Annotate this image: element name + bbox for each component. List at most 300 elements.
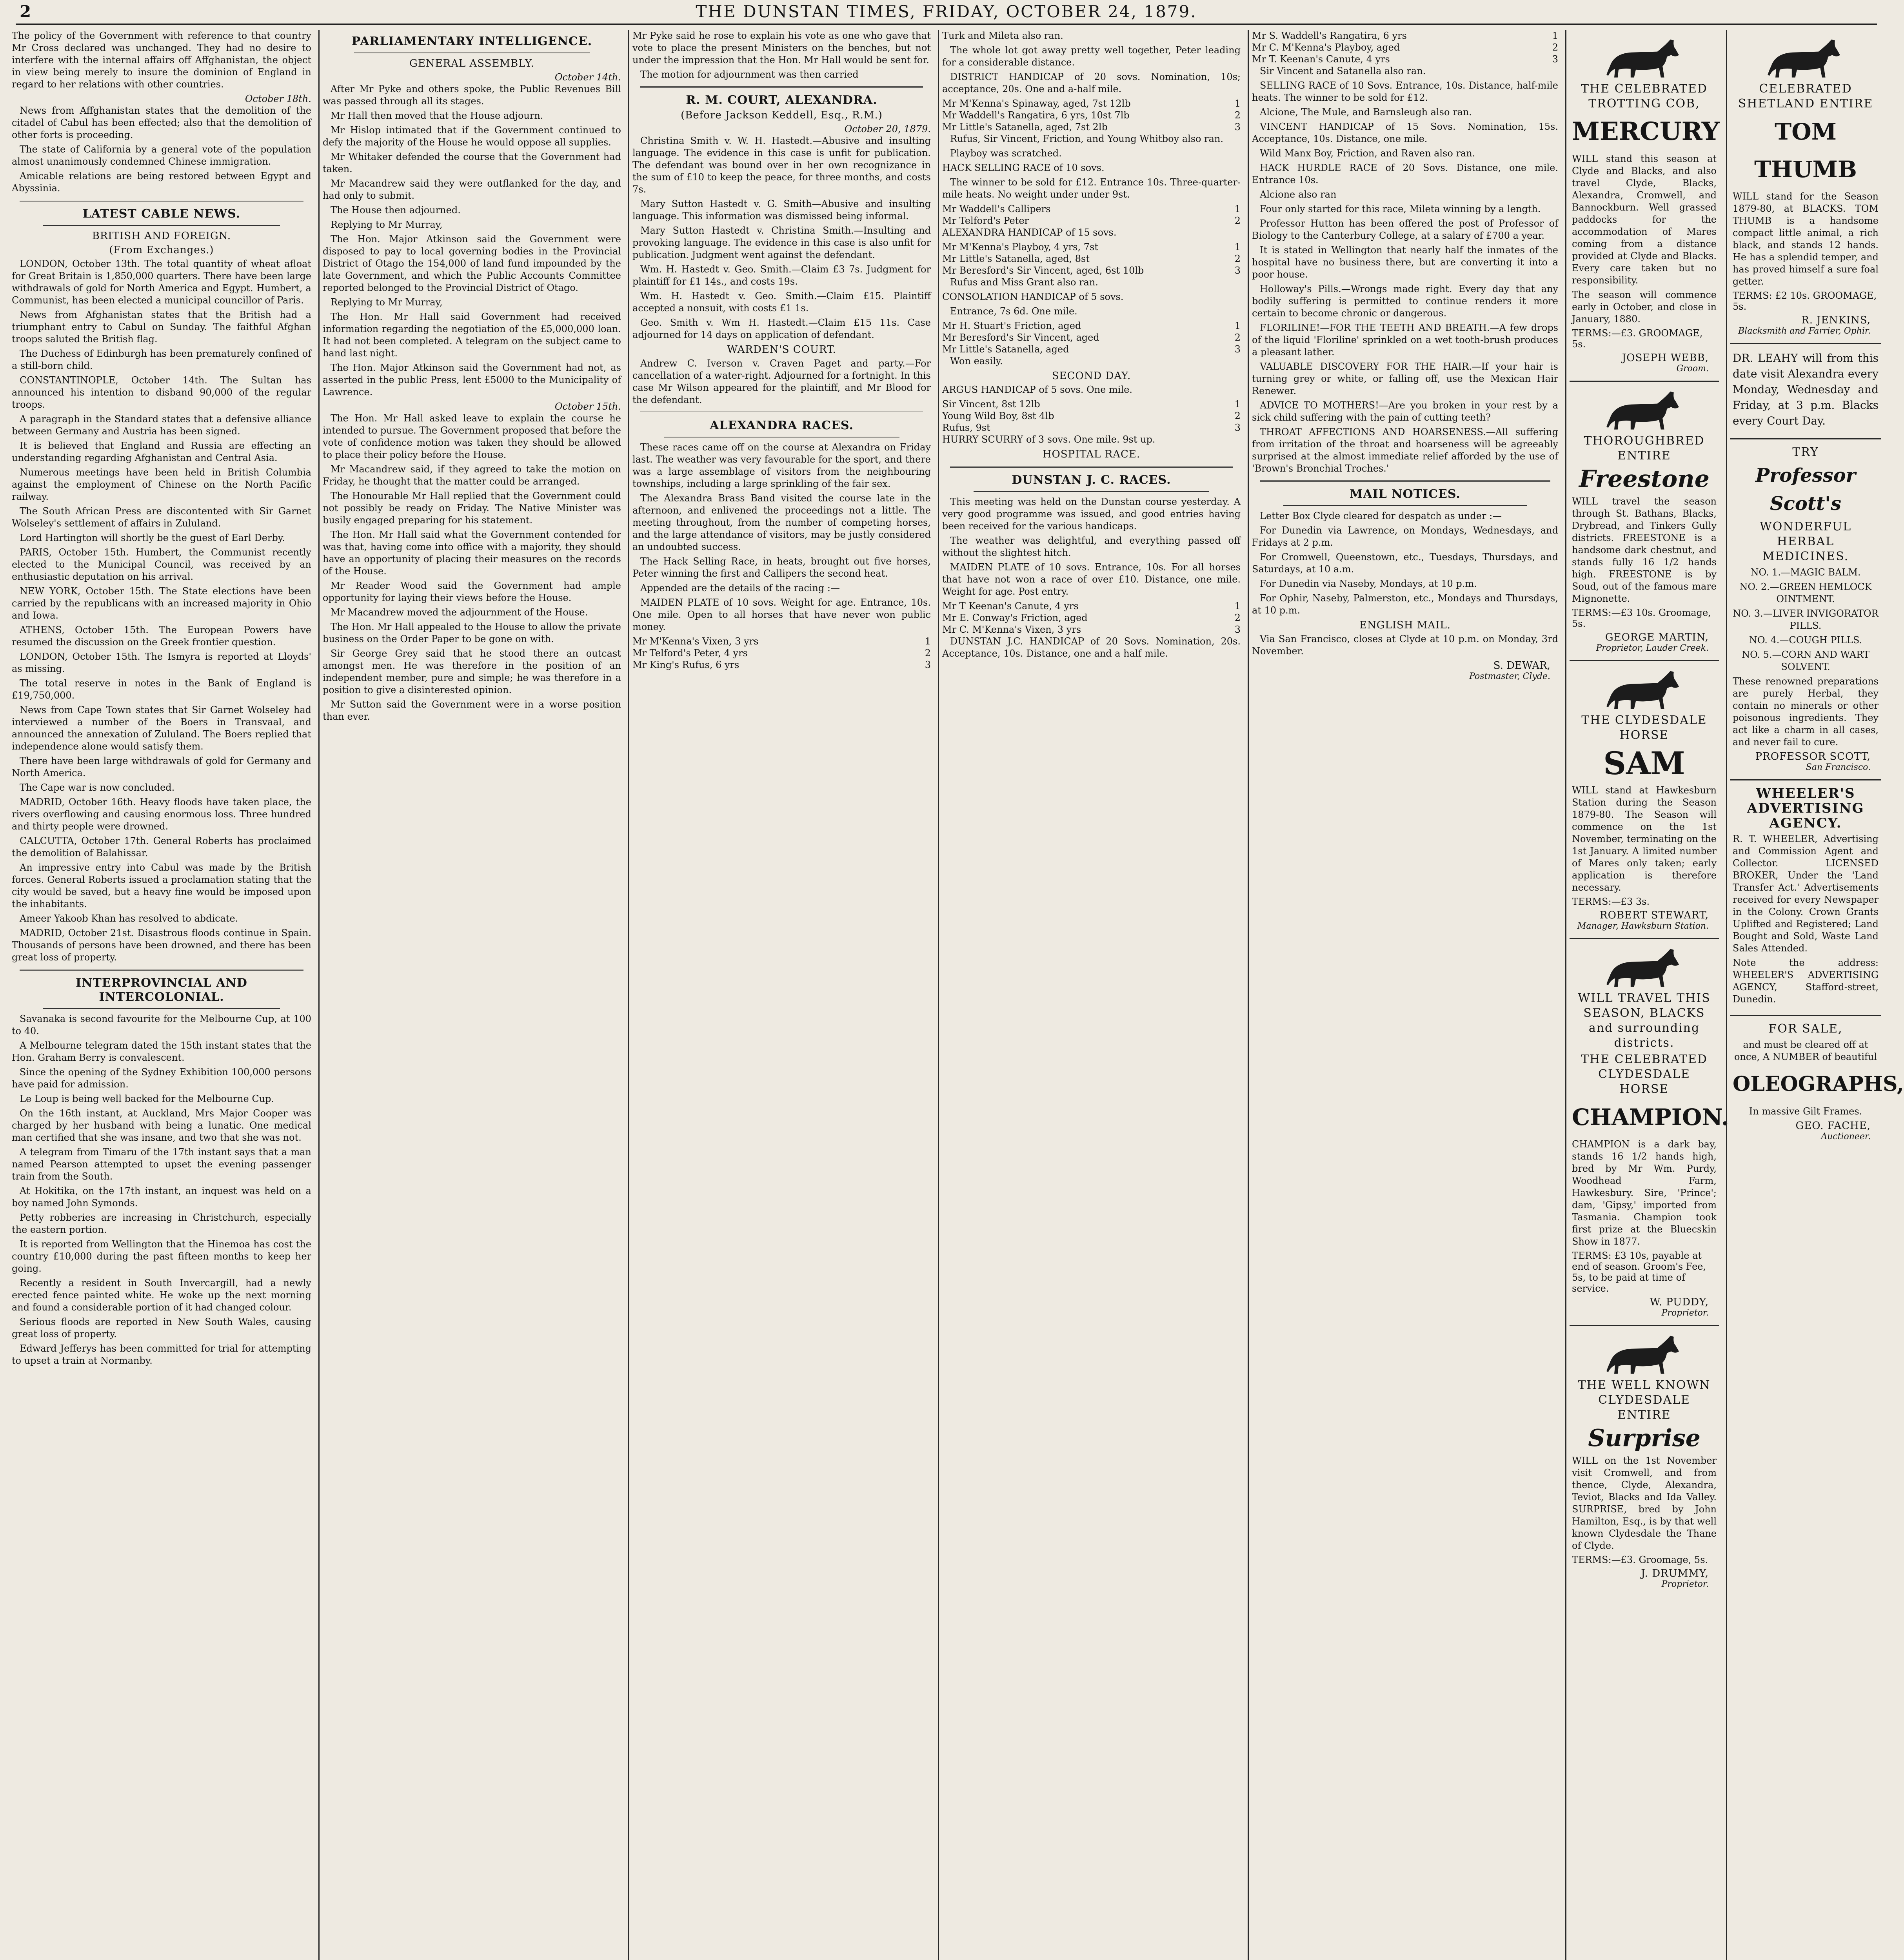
ad-text: WILL stand this season at Clyde and Blacks, and also travel Clyde, Blacks, Alexandra, Cromwell, and Bannockburn. Well grassed paddocks for the accommodation of Mares coming from a distance provided at Clyde and Blacks. Every care taken but no responsibility. [1572,153,1717,286]
divider [1283,505,1527,506]
article-paragraph: Mr Macandrew said, if they agreed to take the motion on Friday, he thought that the matter could be arranged. [323,464,621,487]
list-item: NO. 3.—LIVER INVIGORATOR PILLS. [1733,608,1879,631]
article-paragraph: Wm. H. Hastedt v. Geo. Smith.—Claim £3 7s. Judgment for plaintiff for £1 14s., and costs 19s. [632,264,931,287]
ad-title: CHAMPION. [1572,1104,1729,1131]
placing: 1 [1234,399,1241,410]
section-subheading: (From Exchanges.) [109,244,214,256]
ad-text: WILL stand for the Season 1879-80, at BLACKS. TOM THUMB is a handsome compact little animal, a rich black, and stands 12 hands. He has a splendid temper, and has proved himself a sure foal getter. [1733,191,1879,287]
race-result-row [1252,42,1558,53]
race-result-row [942,410,1241,422]
ad-note: Note the address: WHEELER'S ADVERTISING AGENCY, Stafford-street, Dunedin. [1733,957,1879,1005]
article-paragraph: Appended are the details of the racing :— [640,583,840,593]
race-heading: ALEXANDRA HANDICAP of 15 sovs. [942,227,1117,238]
placing: 1 [1234,203,1241,214]
race-result-row [942,203,1241,215]
article-paragraph: Wild Manx Boy, Friction, and Raven also ran. [1260,148,1475,159]
article-paragraph: ADVICE TO MOTHERS!—Are you broken in your rest by a sick child suffering with the pain of cutting teeth? [1252,400,1558,423]
ad-signature: GEO. FACHE, [1795,1120,1871,1132]
article-paragraph: DISTRICT HANDICAP of 20 sovs. Nomination, 10s; acceptance, 20s. One and a-half mile. [942,71,1241,94]
section-subheading: (Before Jackson Keddell, Esq., R.M.) [681,109,883,121]
ad-text: DR. LEAHY will from this date visit Alexandra every Monday, Wednesday and Friday, at 3 p.m. Blacks every Court Day. [1733,352,1879,427]
race-result-row [942,109,1241,121]
article-paragraph: FLORILINE!—FOR THE TEETH AND BREATH.—A few drops of the liquid 'Floriline' sprinkled on a wet tooth-brush produces a pleasant lather. [1252,322,1558,358]
ad-note: In massive Gilt Frames. [1749,1106,1862,1117]
horse-name: Mr Little's Satanella, aged [942,344,1069,355]
race-result-row [942,241,1241,253]
horse-name: Mr Telford's Peter, 4 yrs [632,648,748,659]
horse-name: Mr M'Kenna's Playboy, 4 yrs, 7st [942,241,1098,252]
horse-name: Mr Beresford's Sir Vincent, aged, 6st 10lb [942,265,1144,276]
horse-icon [1605,1332,1684,1376]
article-paragraph: Andrew C. Iverson v. Craven Paget and party.—For cancellation of a water-right. Adjourned for a fortnight. In this case Mr Wilson appeared for the plaintiff, and Mr Blood for the defendant. [632,358,931,405]
ad-title: WHEELER'S ADVERTISING AGENCY. [1747,786,1864,831]
article-paragraph: Recently a resident in South Invercargill, had a newly erected fence painted white. He woke up the next morning and found a considerable portion of it had changed colour. [12,1278,311,1313]
article-paragraph: There have been large withdrawals of gold for Germany and North America. [12,755,311,779]
placing: 3 [1234,344,1241,355]
article-paragraph: Mr Reader Wood said the Government had ample opportunity for laying their views before the House. [323,580,621,603]
article-paragraph: Playboy was scratched. [950,148,1062,159]
article-paragraph: Savanaka is second favourite for the Melbourne Cup, at 100 to 40. [12,1013,311,1036]
section-subheading: GENERAL ASSEMBLY. [409,58,534,69]
ad-text: WILL on the 1st November visit Cromwell, and from thence, Clyde, Alexandra, Teviot, Blacks and Ida Valley. SURPRISE, bred by John Hamilton, Esq., is by that well known Clydesdale the Thane of Clyde. [1572,1455,1717,1551]
article-paragraph: HACK HURDLE RACE of 20 Sovs. Distance, one mile. Entrance 10s. [1252,162,1558,185]
article-paragraph: Mr Hislop intimated that if the Government continued to defy the majority of the House he would oppose all supplies. [323,125,621,148]
ad-tom-thumb [1730,30,1881,344]
horse-name: Mr King's Rufus, 6 yrs [632,659,739,670]
placing: 2 [1234,612,1241,623]
placing: 3 [1234,122,1241,132]
article-paragraph: The House then adjourned. [331,205,461,216]
article-paragraph: DUNSTAN J.C. HANDICAP of 20 Sovs. Nomination, 20s. Acceptance, 10s. Distance, one and a half mile. [942,636,1241,659]
signature: S. DEWAR, [1493,660,1550,671]
article-paragraph: The Duchess of Edinburgh has been prematurely confined of a still-born child. [12,348,311,371]
race-result-row [942,422,1241,434]
article-paragraph: Mr Sutton said the Government were in a worse position than ever. [323,699,621,722]
ad-intro: CELEBRATED SHETLAND ENTIRE [1738,82,1873,111]
article-paragraph: Alcione, The Mule, and Barnsleugh also ran. [1260,107,1472,118]
article-paragraph: Mr Macandrew said they were outflanked for the day, and had only to submit. [323,178,621,201]
ad-wheeler [1730,780,1881,1016]
ad-text: CHAMPION is a dark bay, stands 16 1/2 hands high, bred by Mr Wm. Purdy, Woodhead Farm, Hawkesbury. Sire, 'Prince'; dam, 'Gipsy,' imported from Tasmania. Champion took first prize at the Bluecskin Show in 1877. [1572,1139,1717,1247]
divider [974,491,1209,492]
placing: 3 [1234,624,1241,635]
ad-terms: TERMS:—£3. Groomage, 5s. [1572,1554,1708,1565]
ad-text: WILL travel the season through St. Bathans, Blacks, Drybread, and Tinkers Gully districts. FREESTONE is a handsome dark chestnut, and stands fully 16 1/2 hands high. FREESTONE is by Soud, out of the famous mare Mignonette. [1572,496,1717,604]
horse-icon [1605,36,1684,79]
race-result-row [632,647,931,659]
article-paragraph: PARIS, October 15th. Humbert, the Communist recently elected to the Municipal Council, was received by an enthusiastic deputation on his arrival. [12,547,311,582]
race-heading: ARGUS HANDICAP of 5 sovs. One mile. [942,384,1132,395]
article-paragraph: For Dunedin via Lawrence, on Mondays, Wednesdays, and Fridays at 2 p.m. [1252,525,1558,548]
article-paragraph: Wm. H. Hastedt v. Geo. Smith.—Claim £15. Plaintiff accepted a nonsuit, with costs £1 1s. [632,290,931,314]
section-heading: ALEXANDRA RACES. [710,419,854,432]
ad-signature-title: Proprietor. [1661,1579,1709,1589]
placing: 3 [925,659,931,670]
ad-signature: GEORGE MARTIN, [1605,632,1709,643]
horse-name: Mr H. Stuart's Friction, aged [942,320,1081,331]
list-item: NO. 1.—MAGIC BALM. [1750,567,1861,578]
article-paragraph: The Hack Selling Race, in heats, brought out five horses, Peter winning the first and Callipers the second heat. [632,556,931,579]
horse-icon [1766,36,1845,79]
article-paragraph: The Alexandra Brass Band visited the course late in the afternoon, and enlivened the proceedings not a little. The meeting throughout, from the number of competing horses, and the large attendance of visitors, may be justly considered an undoubted success. [632,493,931,552]
race-result-row [1252,30,1558,42]
ad-title: SAM [1603,745,1685,782]
article-paragraph: The state of California by a general vote of the population almost unanimously condemned Chinese immigration. [12,144,311,167]
divider [1260,480,1550,482]
article-paragraph: The Hon. Mr Hall said Government had received information regarding the negotiation of the £5,000,000 loan. It had not been completed. A telegram on the subject came to hand last night. [323,311,621,359]
section-heading: MAIL NOTICES. [1350,487,1461,501]
horse-name: Sir Vincent, 8st 12lb [942,399,1040,410]
race-result-row [942,265,1241,276]
article-paragraph: Geo. Smith v. Wm H. Hastedt.—Claim £15 11s. Case adjourned for 14 days on application of defendant. [632,317,931,340]
article-paragraph: These races came off on the course at Alexandra on Friday last. The weather was very favourable for the sport, and there was a large assemblage of visitors from the neighbouring townships, including a large sprinkling of the fair sex. [632,442,931,489]
article-paragraph: It is reported from Wellington that the Hinemoa has cost the country £10,000 during the past fifteen months to keep her going. [12,1239,311,1274]
section-heading: R. M. COURT, ALEXANDRA. [686,93,878,107]
ad-terms: TERMS:—£3 10s. Groomage, 5s. [1572,607,1711,629]
ad-surprise [1570,1326,1719,1596]
article-paragraph: Mr Whitaker defended the course that the Government had taken. [323,151,621,174]
column-news [9,30,314,1960]
ad-signature: R. JENKINS, [1801,314,1871,326]
race-result-row [942,398,1241,410]
article-paragraph: For Dunedin via Naseby, Mondays, at 10 p.m. [1260,578,1477,589]
placing: 2 [1234,410,1241,421]
race-result-row [632,659,931,671]
ad-title: MERCURY [1572,117,1720,146]
article-paragraph: Via San Francisco, closes at Clyde at 10 p.m. on Monday, 3rd November. [1252,633,1558,657]
ad-signature: ROBERT STEWART, [1600,909,1709,921]
article-paragraph: Mary Sutton Hastedt v. Christina Smith.—Insulting and provoking language. The evidence in this case is also unfit for publication. Judgment went against the defendant. [632,225,931,260]
article-paragraph: Since the opening of the Sydney Exhibition 100,000 persons have paid for admission. [12,1067,311,1090]
ad-terms: TERMS: £3 10s, payable at end of season. Groom's Fee, 5s, to be paid at time of service. [1572,1250,1706,1294]
divider [43,1008,280,1009]
article-paragraph: Le Loup is being well backed for the Melbourne Cup. [20,1093,274,1104]
ad-title: Freestone [1579,465,1710,493]
article-paragraph: Mr Hall then moved that the House adjourn. [331,110,543,121]
ad-signature-title: Groom. [1676,364,1709,374]
race-results [942,320,1241,355]
placing: 1 [1234,241,1241,252]
placing: 1 [1234,601,1241,612]
race-results [942,600,1241,635]
placing: 2 [1234,332,1241,343]
article-paragraph: The South African Press are discontented with Sir Garnet Wolseley's settlement of affairs in Zululand. [12,506,311,529]
article-paragraph: Lord Hartington will shortly be the guest of Earl Derby. [20,532,285,543]
article-paragraph: For Ophir, Naseby, Palmerston, etc., Mondays and Thursdays, at 10 p.m. [1252,593,1558,616]
horse-name: Mr M'Kenna's Spinaway, aged, 7st 12lb [942,98,1131,109]
page-number: 2 [20,2,33,21]
ad-freestone [1570,382,1719,661]
section-heading: LATEST CABLE NEWS. [82,207,241,221]
article-paragraph: Replying to Mr Murray, [331,297,443,308]
ad-intro: THE CELEBRATED TROTTING COB, [1581,82,1708,111]
race-results [942,203,1241,227]
ad-signature: PROFESSOR SCOTT, [1755,751,1871,762]
article-paragraph: Sir George Grey said that he stood there an outcast amongst men. He was therefore in the position of an independent member, pure and simple; he was therefore in a position to give a disinterested opinion. [323,648,621,695]
article-paragraph: Mr Pyke said he rose to explain his vote as one who gave that vote to place the present Ministers on the benches, but not under the impression that the Hon. Mr Hall would be sent for. [632,30,931,65]
race-result-row [942,343,1241,355]
article-paragraph: News from Afghanistan states that the British had a triumphant entry to Cabul on Sunday. The faithful Afghan troops saluted the British flag. [12,309,311,345]
medicine-list [1733,566,1879,673]
race-result-row [1252,53,1558,65]
horse-name: Mr Little's Satanella, aged, 7st 2lb [942,122,1108,132]
article-paragraph: This meeting was held on the Dunstan course yesterday. A very good programme was issued, and good entries having been received for the various handicaps. [942,496,1241,532]
ad-intro: THOROUGHBRED ENTIRE [1584,434,1705,463]
divider [43,225,280,226]
ad-sam [1570,661,1719,939]
dateline: October 18th. [245,93,311,104]
placing: 1 [1234,320,1241,331]
placing: 2 [1234,253,1241,264]
article-paragraph: The Hon. Mr Hall asked leave to explain the course he intended to pursue. The Government proposed that before the vote of confidence motion was taken they should be allowed to place their policy before the House. [323,413,621,460]
article-paragraph: Turk and Mileta also ran. [942,30,1063,41]
horse-name: Mr Little's Satanella, aged, 8st [942,253,1090,264]
horse-icon [1605,946,1684,989]
placing: 2 [1234,215,1241,226]
article-paragraph: Entrance, 7s 6d. One mile. [950,306,1077,317]
ad-signature-title: Proprietor, Lauder Creek. [1596,643,1709,653]
divider [640,412,923,413]
horse-name: Mr E. Conway's Friction, aged [942,612,1088,623]
article-paragraph: Mary Sutton Hastedt v. G. Smith—Abusive and insulting language. This information was dismissed being informal. [632,198,931,221]
race-result-row [942,215,1241,227]
placing: 3 [1234,265,1241,276]
ad-signature: W. PUDDY, [1650,1296,1709,1308]
column-parliament [318,30,624,1960]
race-result-row [942,600,1241,612]
article-paragraph: The winner to be sold for £12. Entrance 10s. Three-quarter-mile heats. No weight under under 9st. [942,177,1241,200]
race-result-row [942,253,1241,265]
ad-signature-title: Blacksmith and Farrier, Ophir. [1738,326,1871,336]
column-races-mail [1248,30,1561,1960]
ad-intro: WILL TRAVEL THIS SEASON, BLACKS and surrounding districts. [1578,991,1711,1050]
article-paragraph: MADRID, October 21st. Disastrous floods continue in Spain. Thousands of persons have been drowned, and there has been great loss of property. [12,927,311,963]
article-paragraph: Rufus and Miss Grant also ran. [950,277,1099,288]
article-paragraph: SELLING RACE of 10 Sovs. Entrance, 10s. Distance, half-mile heats. The winner to be sold for £12. [1252,80,1558,103]
divider [20,969,303,971]
placing: 3 [1234,422,1241,433]
divider [20,200,303,201]
placing: 2 [1552,42,1558,53]
article-paragraph: Petty robberies are increasing in Christchurch, especially the eastern portion. [12,1212,311,1235]
horse-name: Mr Waddell's Rangatira, 6 yrs, 10st 7lb [942,110,1130,121]
race-results [1252,30,1558,65]
ad-intro: THE CLYDESDALE HORSE [1581,713,1707,742]
ad-signature: J. DRUMMY, [1641,1568,1709,1579]
signature-title: Postmaster, Clyde. [1469,671,1550,681]
article-paragraph: Numerous meetings have been held in British Columbia against the employment of Chinese on the North Pacific railway. [12,467,311,502]
ad-title: Surprise [1588,1425,1701,1452]
horse-name: Mr T. Keenan's Canute, 4 yrs [1252,54,1390,65]
ad-champion [1570,939,1729,1326]
section-heading: DUNSTAN J. C. RACES. [1012,473,1171,487]
horse-name: Mr C. M'Kenna's Playboy, aged [1252,42,1400,53]
article-paragraph: The Hon. Major Atkinson said the Government had not, as asserted in the public Press, lent £5000 to the Municipality of Lawrence. [323,362,621,397]
section-subheading: SECOND DAY. [1052,370,1131,382]
dateline: October 20, 1879. [844,123,931,134]
race-results [942,98,1241,133]
article-paragraph: The total reserve in notes in the Bank of England is £19,750,000. [12,678,311,701]
ad-title: OLEOGRAPHS, [1733,1072,1904,1096]
article-paragraph: At Hokitika, on the 17th instant, an inquest was held on a boy named John Symonds. [12,1185,311,1209]
ad-signature-title: Proprietor. [1661,1308,1709,1318]
ad-dr-leahy [1730,344,1881,439]
list-item: NO. 5.—CORN AND WART SOLVENT. [1742,649,1869,672]
ad-signature-title: Auctioneer. [1821,1132,1871,1142]
race-result-row [942,332,1241,343]
race-results [942,398,1241,434]
list-item: NO. 2.—GREEN HEMLOCK OINTMENT. [1739,581,1872,604]
race-heading: HURRY SCURRY of 3 sovs. One mile. 9st up. [942,434,1155,445]
ad-text: WILL stand at Hawkesburn Station during the Season 1879-80. The Season will commence on the 1st November, terminating on the 1st January. A limited number of Mares only taken; early application is therefore necessary. [1572,785,1717,893]
article-paragraph: LONDON, October 13th. The total quantity of wheat afloat for Great Britain is 1,850,000 quarters. There have been large withdrawals of gold for North America and Egypt. Humbert, a Communist, has been elected a municipal councillor of Paris. [12,258,311,306]
ad-intro-2: THE CELEBRATED CLYDESDALE HORSE [1581,1053,1708,1096]
article-paragraph: CALCUTTA, October 17th. General Roberts has proclaimed the demolition of Balahissar. [12,835,311,858]
section-heading: PARLIAMENTARY INTELLIGENCE. [351,34,592,48]
list-item: NO. 4.—COUGH PILLS. [1749,635,1862,646]
article-paragraph: A Melbourne telegram dated the 15th instant states that the Hon. Graham Berry is convalescent. [12,1040,311,1063]
article-paragraph: Won easily. [950,356,1003,367]
article-paragraph: It is believed that England and Russia are effecting an understanding regarding Afghanistan and Central Asia. [12,440,311,463]
ad-terms: TERMS: £2 10s. GROOMAGE, 5s. [1733,290,1877,312]
article-paragraph: The motion for adjournment was then carried [640,69,859,80]
article-paragraph: For Cromwell, Queenstown, etc., Tuesdays, Thursdays, and Saturdays, at 10 a.m. [1252,552,1558,575]
article-paragraph: ATHENS, October 15th. The European Powers have resumed the discussion on the Greek frontier question. [12,624,311,648]
horse-name: Rufus, 9st [942,422,990,433]
article-paragraph: MAIDEN PLATE of 10 sovs. Weight for age. Entrance, 10s. One mile. Open to all horses that have never won public money. [632,597,931,632]
race-result-row [942,98,1241,109]
ad-signature-title: San Francisco. [1806,762,1871,772]
race-heading: CONSOLATION HANDICAP of 5 sovs. [942,291,1124,302]
article-paragraph: Christina Smith v. W. H. Hastedt.—Abusive and insulting language. The evidence in this case is unfit for publication. The defendant was bound over in her own recognizance in the sum of £10 to keep the peace, for three months, and costs 7s. [632,135,931,195]
article-paragraph: The whole lot got away pretty well together, Peter leading for a considerable distance. [942,45,1241,68]
article-paragraph: Rufus, Sir Vincent, Friction, and Young Whitboy also ran. [950,133,1223,144]
article-paragraph: MADRID, October 16th. Heavy floods have taken place, the rivers overflowing and causing enormous loss. Three hundred and thirty people were drowned. [12,797,311,832]
article-paragraph: THROAT AFFECTIONS AND HOARSENESS.—All suffering from irritation of the throat and hoarseness will be agreeably surprised at the almost immediate relief afforded by the use of 'Brown's Bronchial Troches.' [1252,426,1558,474]
article-paragraph: Letter Box Clyde cleared for despatch as under :— [1260,510,1502,521]
article-paragraph: CONSTANTINOPLE, October 14th. The Sultan has announced his intention to disband 90,000 of the regular troops. [12,375,311,410]
column-courts-races [628,30,934,1960]
article-paragraph: It is stated in Wellington that nearly half the inmates of the hospital have no business there, but are converting it into a poor house. [1252,245,1558,280]
horse-name: Mr M'Kenna's Vixen, 3 yrs [632,636,759,647]
ad-text: and must be cleared off at once, A NUMBER of beautiful [1734,1039,1877,1062]
placing: 1 [925,636,931,647]
race-results [632,635,931,671]
ad-professor-scott [1730,439,1881,780]
ad-oleographs [1730,1016,1904,1149]
article-paragraph: Serious floods are reported in New South Wales, causing great loss of property. [12,1316,311,1339]
placing: 3 [1552,54,1558,65]
placing: 1 [1234,98,1241,109]
masthead-title: THE DUNSTAN TIMES, FRIDAY, OCTOBER 24, 1879. [696,2,1197,21]
article-paragraph: Edward Jefferys has been committed for trial for attempting to upset a train at Normanby. [12,1343,311,1366]
race-result-row [942,121,1241,133]
article-paragraph: Four only started for this race, Mileta winning by a length. [1260,203,1541,214]
placing: 1 [1552,30,1558,41]
article-paragraph: The Cape war is now concluded. [20,782,175,793]
ad-note: The season will commence early in October, and close in January, 1880. [1572,289,1717,325]
article-paragraph: Amicable relations are being restored between Egypt and Abyssinia. [12,171,311,194]
ad-title: Professor Scott's [1755,465,1856,515]
race-results [942,241,1241,276]
ad-terms: TERMS:—£3. GROOMAGE, 5s. [1572,328,1703,350]
race-result-row [942,612,1241,624]
article-paragraph: After Mr Pyke and others spoke, the Public Revenues Bill was passed through all its stages. [323,83,621,107]
article-paragraph: The weather was delightful, and everything passed off without the slightest hitch. [942,535,1241,558]
ad-text: These renowned preparations are purely Herbal, they contain no minerals or other poisonous ingredients. They act like a charm in all cases, and never fail to cure. [1733,676,1879,748]
ad-mercury [1570,30,1719,382]
section-subheading: BRITISH AND FOREIGN. [92,230,231,242]
ad-intro-2: WONDERFUL HERBAL MEDICINES. [1759,520,1852,563]
section-subheading: ENGLISH MAIL. [1359,619,1451,631]
section-heading: INTERPROVINCIAL AND INTERCOLONIAL. [76,976,247,1004]
article-paragraph: NEW YORK, October 15th. The State elections have been carried by the republicans with an increased majority in Ohio and Iowa. [12,586,311,621]
horse-name: Mr Beresford's Sir Vincent, aged [942,332,1099,343]
section-subheading: HOSPITAL RACE. [1042,448,1141,460]
divider [640,86,923,88]
horse-name: Mr T Keenan's Canute, 4 yrs [942,601,1079,612]
ad-title: TOM THUMB [1754,118,1857,183]
ad-signature-title: Manager, Hawksburn Station. [1577,921,1709,931]
article-paragraph: The Hon. Major Atkinson said the Government were disposed to pay to local governing bodies in the Provincial District of Otago the 154,000 of land fund impounded by the late Government, and which the Public Accounts Committee reported belonged to the Provincial District of Otago. [323,234,621,293]
article-paragraph: News from Cape Town states that Sir Garnet Wolseley had interviewed a number of the Boers in Transvaal, and announced the annexation of Zululand. The Boers replied that independence alone would satisfy them. [12,704,311,752]
article-paragraph: An impressive entry into Cabul was made by the British forces. General Roberts issued a proclamation stating that the city would be saved, but a heavy fine would be imposed upon the inhabitants. [12,862,311,909]
masthead [16,0,1877,25]
article-paragraph: The Hon. Mr Hall appealed to the House to allow the private business on the Order Paper to be gone on with. [323,621,621,644]
placing: 2 [925,648,931,659]
race-heading: HACK SELLING RACE of 10 sovs. [942,162,1105,173]
article-paragraph: Alcione also ran [1260,189,1337,200]
dateline: October 15th. [554,401,621,412]
horse-icon [1605,388,1684,431]
horse-name: Young Wild Boy, 8st 4lb [942,410,1054,421]
column-ads-misc [1726,30,1904,1960]
horse-icon [1605,668,1684,711]
article-paragraph: A paragraph in the Standard states that a defensive alliance between Germany and Austria has been signed. [12,414,311,437]
article-paragraph: MAIDEN PLATE of 10 sovs. Entrance, 10s. For all horses that have not won a race of over £10. Distance, one mile. Weight for age. Post entry. [942,562,1241,597]
article-paragraph: Replying to Mr Murray, [331,219,443,230]
horse-name: Mr Telford's Peter [942,215,1029,226]
article-paragraph: Holloway's Pills.—Wrongs made right. Every day that any bodily suffering is permitted to continue renders it more certain to become chronic or dangerous. [1252,283,1558,319]
ad-intro: TRY [1792,445,1819,459]
ad-text: R. T. WHEELER, Advertising and Commission Agent and Collector. LICENSED BROKER, Under the 'Land Transfer Act.' Advertisements received for every Newspaper in the Colony. Crown Grants Uplifted and Registered; Land Bought and Sold, Waste Land Sales Attended. [1733,833,1879,954]
article-paragraph: Professor Hutton has been offered the post of Professor of Biology to the Canterbury College, at a salary of £700 a year. [1252,218,1558,241]
ad-terms: TERMS:—£3 3s. [1572,896,1650,907]
article-paragraph: VALUABLE DISCOVERY FOR THE HAIR.—If your hair is turning grey or white, or falling off, use the Mexican Hair Renewer. [1252,361,1558,396]
column-ads-horses [1565,30,1729,1960]
ad-intro: FOR SALE, [1768,1022,1843,1036]
article-paragraph: The Honourable Mr Hall replied that the Government could not possibly be ready on Friday. The Native Minister was busily engaged preparing for his statement. [323,490,621,526]
divider [950,466,1233,468]
article-paragraph: News from Affghanistan states that the demolition of the citadel of Cabul has been effected; also that the demolition of other forts is proceeding. [12,105,311,140]
article-paragraph: On the 16th instant, at Auckland, Mrs Major Cooper was charged by her husband with being a lunatic. One medical man certified that she was insane, and two that she was not. [12,1108,311,1143]
dateline: October 14th. [554,72,621,83]
horse-name: Mr C. M'Kenna's Vixen, 3 yrs [942,624,1081,635]
race-result-row [942,624,1241,635]
article-paragraph: Mr Macandrew moved the adjournment of the House. [331,607,588,618]
placing: 2 [1234,110,1241,121]
article-paragraph: Ameer Yakoob Khan has resolved to abdicate. [20,913,238,924]
article-paragraph: A telegram from Timaru of the 17th instant says that a man named Pearson attempted to upset the evening passenger train from the South. [12,1147,311,1182]
article-paragraph: LONDON, October 15th. The Ismyra is reported at Lloyds' as missing. [12,651,311,674]
horse-name: Mr Waddell's Callipers [942,203,1051,214]
race-result-row [632,635,931,647]
column-races [938,30,1244,1960]
article-paragraph: The Hon. Mr Hall said what the Government contended for was that, having come into office with a majority, they should have an opportunity of placing their measures on the records of the House. [323,529,621,577]
article-paragraph: VINCENT HANDICAP of 15 Sovs. Nomination, 15s. Acceptance, 10s. Distance, one mile. [1252,121,1558,144]
race-result-row [942,320,1241,332]
section-subheading: WARDEN'S COURT. [727,344,836,356]
